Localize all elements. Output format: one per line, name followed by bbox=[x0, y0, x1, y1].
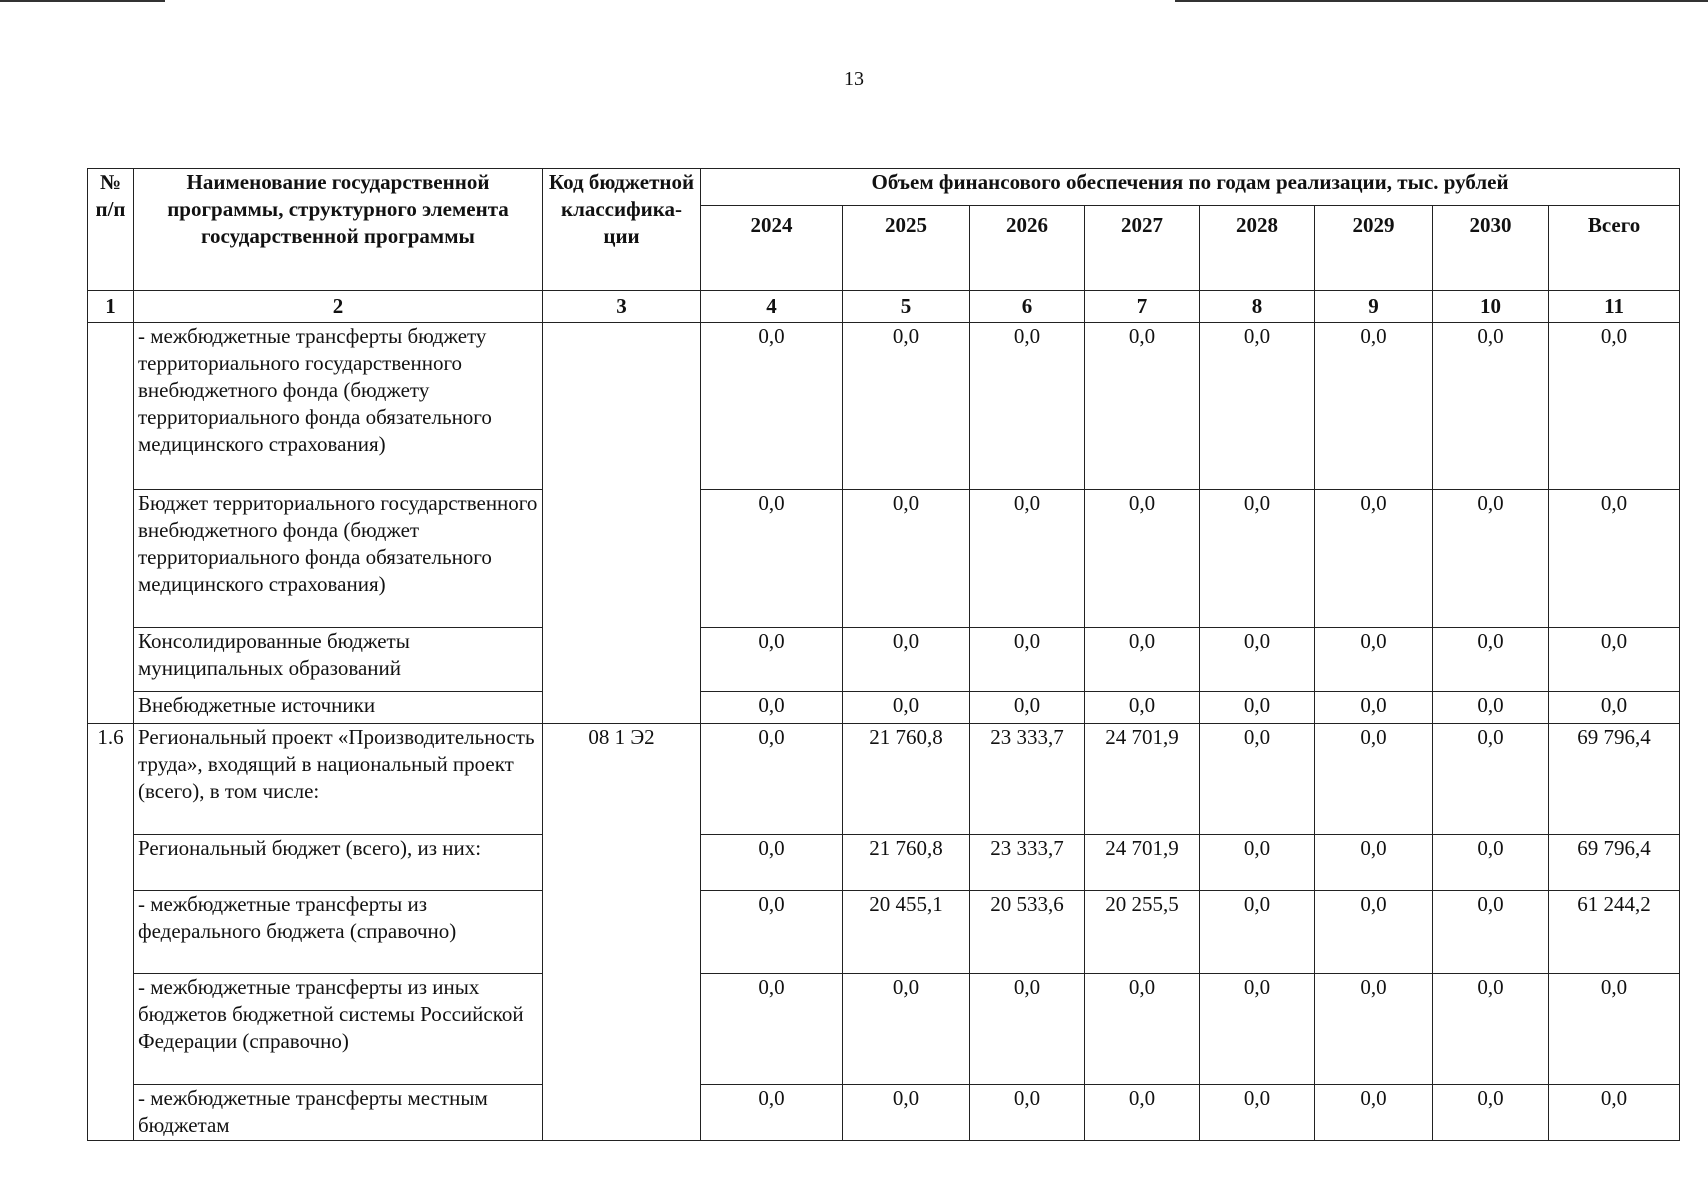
row-number bbox=[88, 323, 134, 724]
value-cell: 0,0 bbox=[701, 628, 843, 692]
row-number: 1.6 bbox=[88, 724, 134, 1141]
value-cell: 0,0 bbox=[1315, 628, 1433, 692]
row-name: Консолидированные бюджеты муниципальных образований bbox=[134, 628, 543, 692]
row-name: Внебюджетные источники bbox=[134, 692, 543, 724]
value-cell: 0,0 bbox=[1315, 323, 1433, 490]
budget-table bbox=[87, 168, 1680, 1141]
value-cell: 0,0 bbox=[1549, 323, 1680, 490]
value-cell: 0,0 bbox=[1315, 490, 1433, 628]
table-row bbox=[88, 1085, 1680, 1141]
value-cell: 0,0 bbox=[701, 692, 843, 724]
column-number: 10 bbox=[1433, 291, 1549, 323]
page-number: 13 bbox=[844, 68, 864, 90]
value-cell: 0,0 bbox=[970, 490, 1085, 628]
value-cell: 0,0 bbox=[843, 490, 970, 628]
table-row bbox=[88, 490, 1680, 628]
header-num: № п/п bbox=[88, 169, 134, 291]
value-cell: 0,0 bbox=[701, 835, 843, 891]
column-number: 6 bbox=[970, 291, 1085, 323]
value-cell: 0,0 bbox=[701, 323, 843, 490]
value-cell: 0,0 bbox=[1433, 628, 1549, 692]
value-cell: 0,0 bbox=[843, 692, 970, 724]
value-cell: 0,0 bbox=[1085, 323, 1200, 490]
table-row bbox=[88, 974, 1680, 1085]
value-cell: 0,0 bbox=[1549, 974, 1680, 1085]
value-cell: 0,0 bbox=[843, 628, 970, 692]
value-cell: 0,0 bbox=[1549, 490, 1680, 628]
header-year-2028: 2028 bbox=[1200, 206, 1315, 291]
value-cell: 0,0 bbox=[701, 891, 843, 974]
value-cell: 0,0 bbox=[1315, 692, 1433, 724]
value-cell: 0,0 bbox=[1200, 323, 1315, 490]
header-volume: Объем финансового обеспечения по годам реализации, тыс. рублей bbox=[701, 169, 1680, 206]
value-cell: 0,0 bbox=[701, 724, 843, 835]
value-cell: 0,0 bbox=[970, 323, 1085, 490]
top-border-line-right bbox=[1175, 0, 1708, 2]
value-cell: 20 255,5 bbox=[1085, 891, 1200, 974]
value-cell: 0,0 bbox=[1085, 1085, 1200, 1141]
column-number: 2 bbox=[134, 291, 543, 323]
value-cell: 0,0 bbox=[1200, 1085, 1315, 1141]
column-number: 4 bbox=[701, 291, 843, 323]
column-number: 3 bbox=[543, 291, 701, 323]
value-cell: 0,0 bbox=[1433, 1085, 1549, 1141]
value-cell: 0,0 bbox=[1315, 724, 1433, 835]
row-name: Региональный бюджет (всего), из них: bbox=[134, 835, 543, 891]
table-row bbox=[88, 835, 1680, 891]
value-cell: 0,0 bbox=[970, 1085, 1085, 1141]
value-cell: 23 333,7 bbox=[970, 724, 1085, 835]
value-cell: 0,0 bbox=[1549, 692, 1680, 724]
value-cell: 0,0 bbox=[970, 692, 1085, 724]
value-cell: 0,0 bbox=[970, 974, 1085, 1085]
header-name: Наименование государственной программы, структурного элемента государственной программы bbox=[134, 169, 543, 291]
value-cell: 0,0 bbox=[1433, 323, 1549, 490]
row-name: - межбюджетные трансферты из иных бюджетов бюджетной системы Российской Федерации (справочно) bbox=[134, 974, 543, 1085]
header-total: Всего bbox=[1549, 206, 1680, 291]
column-number: 7 bbox=[1085, 291, 1200, 323]
header-year-2025: 2025 bbox=[843, 206, 970, 291]
value-cell: 20 533,6 bbox=[970, 891, 1085, 974]
value-cell: 0,0 bbox=[1433, 692, 1549, 724]
value-cell: 0,0 bbox=[1433, 724, 1549, 835]
value-cell: 0,0 bbox=[843, 1085, 970, 1141]
header-year-2029: 2029 bbox=[1315, 206, 1433, 291]
table-row bbox=[88, 692, 1680, 724]
budget-code: 08 1 Э2 bbox=[543, 724, 701, 1141]
header-year-2024: 2024 bbox=[701, 206, 843, 291]
row-name: Бюджет территориального государственного внебюджетного фонда (бюджет территориального фонда обязательного медицинского страхования) bbox=[134, 490, 543, 628]
header-year-2027: 2027 bbox=[1085, 206, 1200, 291]
value-cell: 61 244,2 bbox=[1549, 891, 1680, 974]
value-cell: 24 701,9 bbox=[1085, 835, 1200, 891]
value-cell: 21 760,8 bbox=[843, 835, 970, 891]
value-cell: 0,0 bbox=[1085, 974, 1200, 1085]
table-row bbox=[88, 628, 1680, 692]
value-cell: 0,0 bbox=[1549, 1085, 1680, 1141]
column-number: 8 bbox=[1200, 291, 1315, 323]
header-year-2026: 2026 bbox=[970, 206, 1085, 291]
value-cell: 0,0 bbox=[1200, 692, 1315, 724]
row-name: Региональный проект «Производительность труда», входящий в национальный проект (всего), в том числе: bbox=[134, 724, 543, 835]
value-cell: 0,0 bbox=[843, 323, 970, 490]
table-row bbox=[88, 891, 1680, 974]
column-number: 9 bbox=[1315, 291, 1433, 323]
value-cell: 0,0 bbox=[701, 1085, 843, 1141]
header-year-2030: 2030 bbox=[1433, 206, 1549, 291]
column-number: 1 bbox=[88, 291, 134, 323]
value-cell: 0,0 bbox=[1433, 974, 1549, 1085]
value-cell: 24 701,9 bbox=[1085, 724, 1200, 835]
value-cell: 0,0 bbox=[701, 974, 843, 1085]
value-cell: 0,0 bbox=[1315, 1085, 1433, 1141]
column-number: 11 bbox=[1549, 291, 1680, 323]
header-code: Код бюджетной классифика-ции bbox=[543, 169, 701, 291]
column-number: 5 bbox=[843, 291, 970, 323]
value-cell: 0,0 bbox=[843, 974, 970, 1085]
value-cell: 0,0 bbox=[1549, 628, 1680, 692]
value-cell: 0,0 bbox=[701, 490, 843, 628]
value-cell: 23 333,7 bbox=[970, 835, 1085, 891]
value-cell: 0,0 bbox=[1200, 628, 1315, 692]
value-cell: 0,0 bbox=[1315, 835, 1433, 891]
table-row bbox=[88, 724, 1680, 835]
value-cell: 21 760,8 bbox=[843, 724, 970, 835]
value-cell: 0,0 bbox=[1433, 891, 1549, 974]
row-name: - межбюджетные трансферты бюджету территориального государственного внебюджетного фонда (бюджету территориального фонда обязательного медицинского страхования) bbox=[134, 323, 543, 490]
value-cell: 0,0 bbox=[1315, 974, 1433, 1085]
value-cell: 0,0 bbox=[1200, 891, 1315, 974]
table-row bbox=[88, 323, 1680, 490]
value-cell: 0,0 bbox=[1200, 490, 1315, 628]
value-cell: 0,0 bbox=[1085, 490, 1200, 628]
value-cell: 0,0 bbox=[1315, 891, 1433, 974]
value-cell: 0,0 bbox=[1433, 490, 1549, 628]
value-cell: 0,0 bbox=[970, 628, 1085, 692]
value-cell: 20 455,1 bbox=[843, 891, 970, 974]
value-cell: 0,0 bbox=[1200, 835, 1315, 891]
value-cell: 0,0 bbox=[1200, 724, 1315, 835]
value-cell: 0,0 bbox=[1085, 628, 1200, 692]
top-border-line-left bbox=[0, 0, 165, 2]
value-cell: 69 796,4 bbox=[1549, 724, 1680, 835]
row-name: - межбюджетные трансферты из федерального бюджета (справочно) bbox=[134, 891, 543, 974]
value-cell: 0,0 bbox=[1433, 835, 1549, 891]
row-name: - межбюджетные трансферты местным бюджетам bbox=[134, 1085, 543, 1141]
budget-code bbox=[543, 323, 701, 724]
value-cell: 69 796,4 bbox=[1549, 835, 1680, 891]
value-cell: 0,0 bbox=[1085, 692, 1200, 724]
value-cell: 0,0 bbox=[1200, 974, 1315, 1085]
